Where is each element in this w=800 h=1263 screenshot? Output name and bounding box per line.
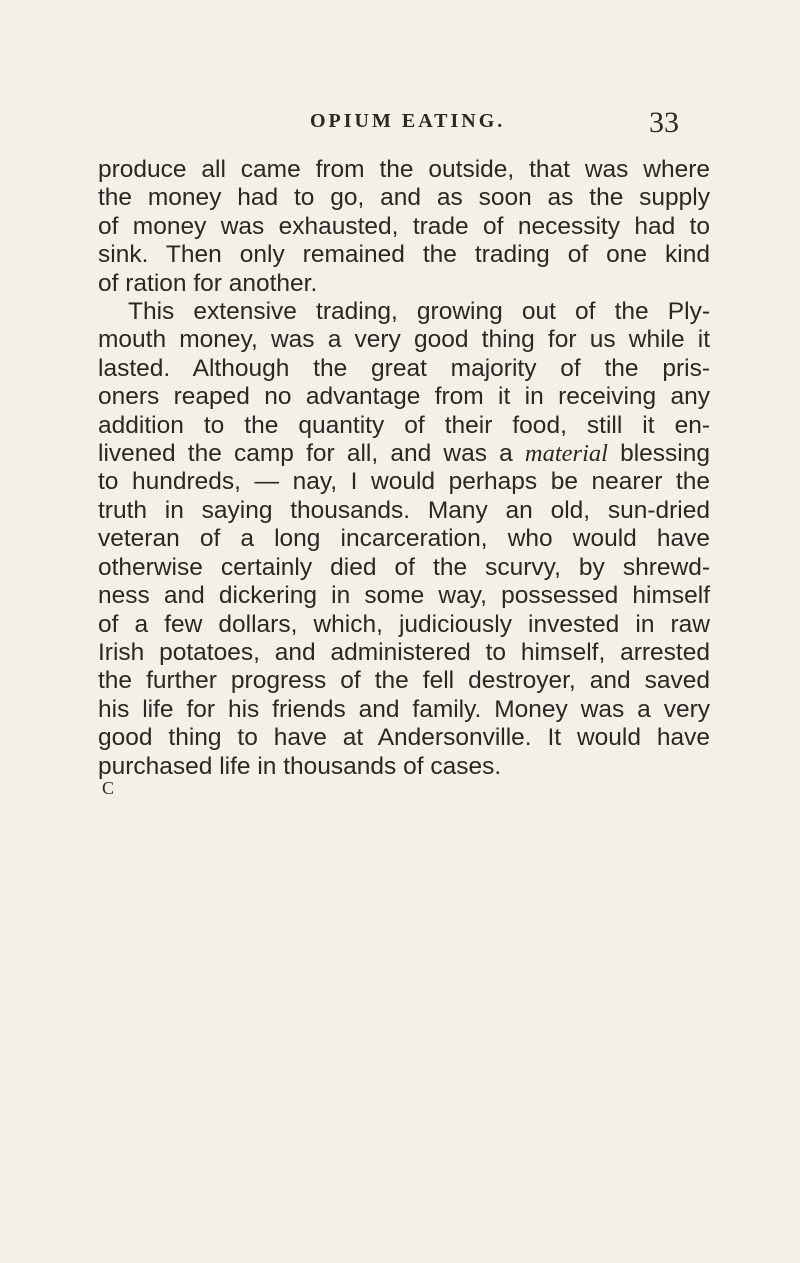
- body-text: [98, 156, 710, 781]
- text-line: ness and dickering in some way, possessed himself: [98, 582, 710, 610]
- text-line: of money was exhausted, trade of necessity had to: [98, 212, 710, 240]
- text-line: mouth money, was a very good thing for us while it: [98, 326, 710, 354]
- running-title: OPIUM EATING.: [310, 110, 506, 132]
- text-segment: blessing: [607, 440, 710, 468]
- signature-mark: C: [102, 778, 115, 798]
- text-line: addition to the quantity of their food, still it en-: [98, 411, 710, 439]
- text-line: to hundreds, — nay, I would perhaps be nearer the: [98, 468, 710, 496]
- text-line: veteran of a long incarceration, who would have: [98, 525, 710, 553]
- text-line: his life for his friends and family. Money was a very: [98, 695, 710, 723]
- text-line: the further progress of the fell destroyer, and saved: [98, 667, 710, 695]
- text-line: good thing to have at Andersonville. It would have: [98, 724, 710, 752]
- text-line: lasted. Although the great majority of the pris-: [98, 354, 710, 382]
- text-line: Irish potatoes, and administered to himself, arrested: [98, 638, 710, 666]
- text-line-with-italic: [98, 440, 710, 468]
- text-line: oners reaped no advantage from it in receiving any: [98, 383, 710, 411]
- text-line: of a few dollars, which, judiciously invested in raw: [98, 610, 710, 638]
- text-line: of ration for another.: [98, 269, 318, 297]
- text-line: the money had to go, and as soon as the supply: [98, 184, 710, 212]
- text-line: otherwise certainly died of the scurvy, by shrewd-: [98, 553, 710, 581]
- text-line: produce all came from the outside, that was where: [98, 156, 710, 183]
- text-line: sink. Then only remained the trading of one kind: [98, 241, 710, 269]
- text-line: truth in saying thousands. Many an old, sun-dried: [98, 496, 710, 524]
- running-head: [0, 106, 800, 144]
- italic-word: material: [524, 440, 608, 468]
- text-line: purchased life in thousands of cases.: [98, 752, 502, 780]
- text-segment: livened the camp for all, and was a: [98, 440, 525, 468]
- page-number: 33: [649, 106, 679, 139]
- text-line: This extensive trading, growing out of the Ply-: [128, 298, 710, 326]
